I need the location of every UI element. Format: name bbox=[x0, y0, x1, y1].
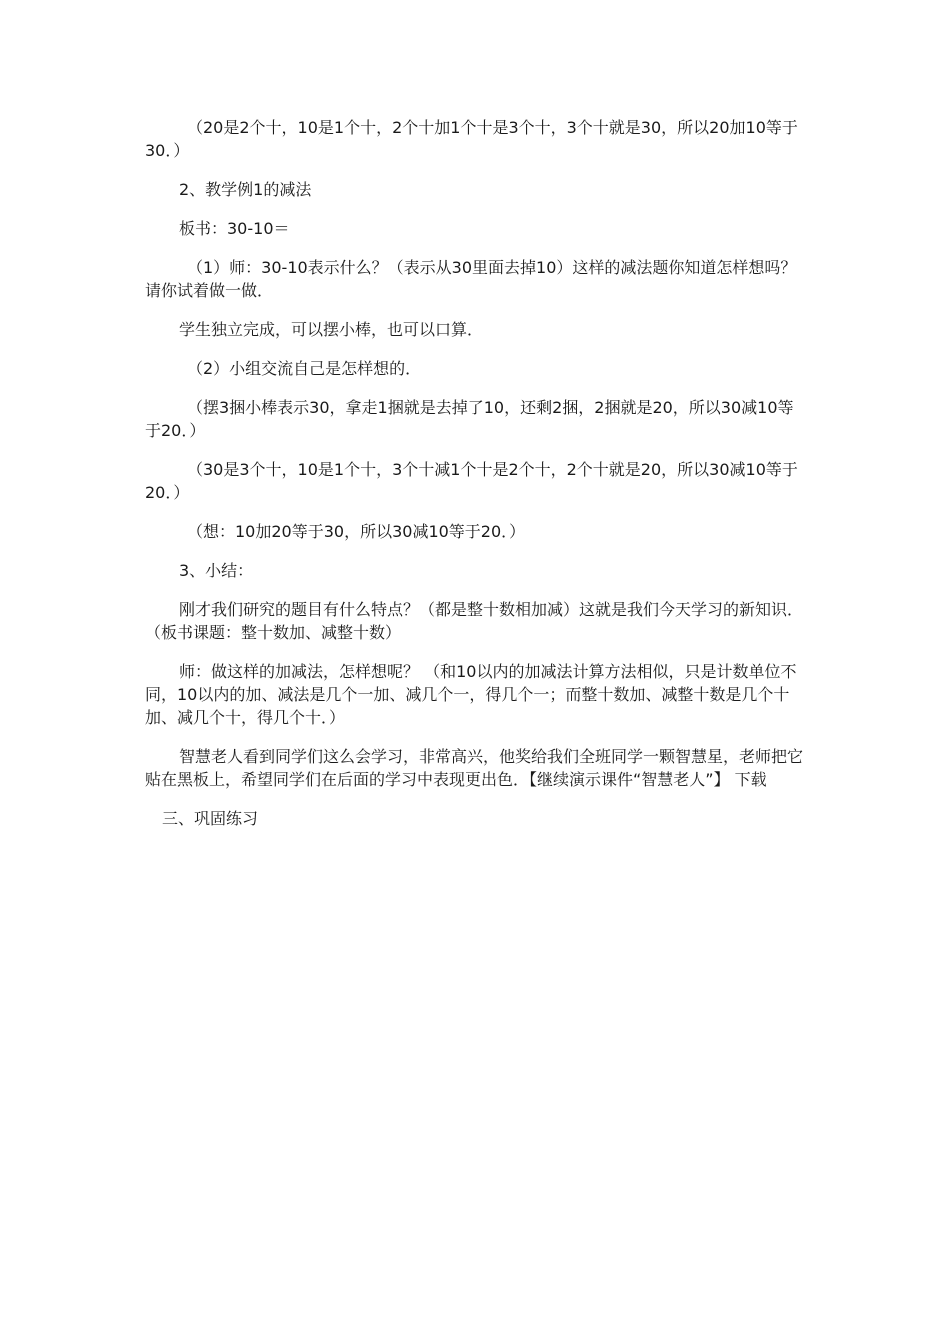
document-body bbox=[145, 116, 805, 846]
heading-consolidation-practice: 三、巩固练习 bbox=[162, 809, 259, 828]
paragraph-wisdom-elder: 智慧老人看到同学们这么会学习，非常高兴，他奖给我们全班同学一颗智慧星，老师把它贴在黑板上，希望同学们在后面的学习中表现更出色．【继续演示课件“智慧老人”】 下载 bbox=[145, 747, 804, 789]
paragraph-think-addition: （想：10加20等于30，所以30减10等于20．） bbox=[187, 522, 526, 541]
heading-summary: 3、小结： bbox=[179, 561, 254, 580]
paragraph-independent-work: 学生独立完成，可以摆小棒，也可以口算． bbox=[179, 320, 484, 339]
paragraph-teacher-question: （1）师：30-10表示什么？（表示从30里面去掉10）这样的减法题你知道怎样想吗？请你试着做一做． bbox=[145, 258, 797, 300]
paragraph-sticks-method: （摆3捆小棒表示30，拿走1捆就是去掉了10，还剩2捆，2捆就是20，所以30减10等于20．） bbox=[145, 398, 794, 440]
paragraph-tens-method: （30是3个十，10是1个十，3个十减1个十是2个十，2个十就是20，所以30减10等于20．） bbox=[145, 460, 798, 502]
paragraph-board-writing: 板书：30-10＝ bbox=[179, 219, 290, 238]
paragraph-addition-explanation: （20是2个十，10是1个十，2个十加1个十是3个十，3个十就是30，所以20加10等于30．） bbox=[145, 118, 798, 160]
heading-example-1-subtraction: 2、教学例1的减法 bbox=[179, 180, 312, 199]
paragraph-calculation-method: 师：做这样的加减法，怎样想呢？ （和10以内的加减法计算方法相似，只是计数单位不同，10以内的加、减法是几个一加、减几个一，得几个一；而整十数加、减整十数是几个十加、减几个十，得几个十．） bbox=[145, 662, 797, 727]
paragraph-summary-features: 刚才我们研究的题目有什么特点？（都是整十数相加减）这就是我们今天学习的新知识．（板书课题：整十数加、减整十数） bbox=[145, 600, 804, 642]
paragraph-group-discussion: （2）小组交流自己是怎样想的． bbox=[187, 359, 422, 378]
